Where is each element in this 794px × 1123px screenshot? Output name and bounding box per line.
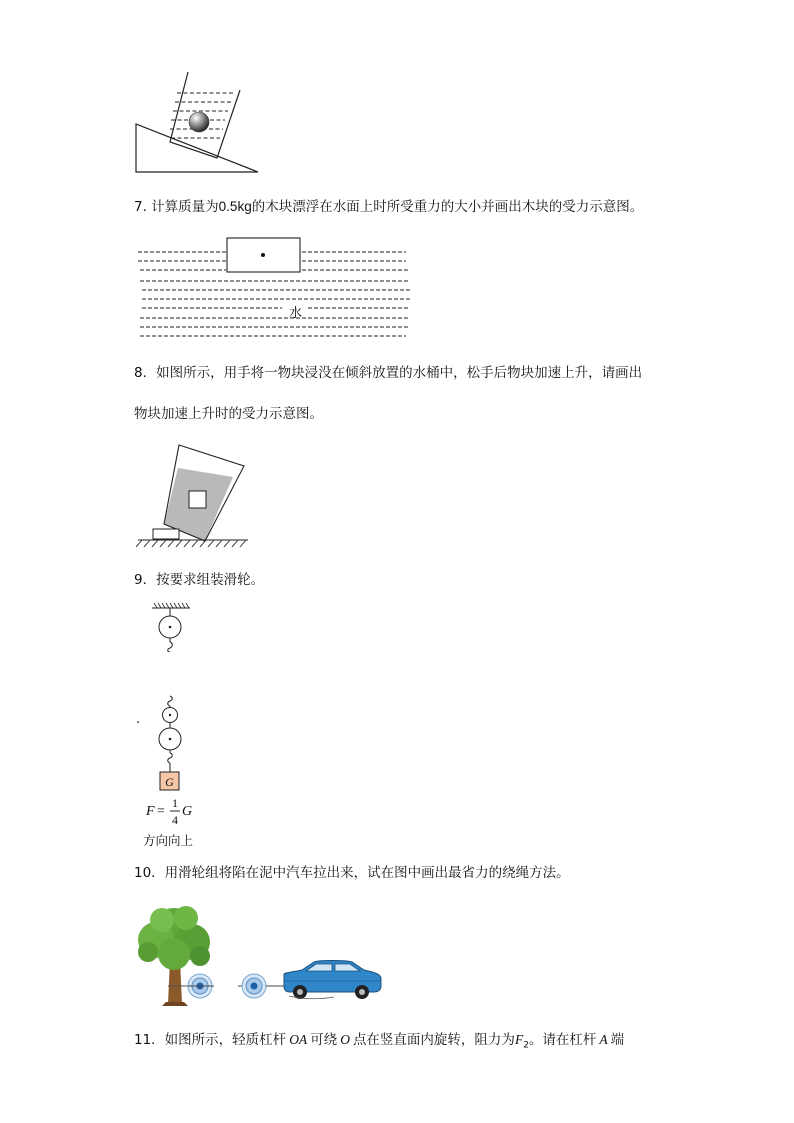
question-8-line2: 物块加速上升时的受力示意图。	[134, 406, 323, 422]
support-block	[153, 529, 179, 539]
direction-label: 方向向上	[143, 833, 194, 848]
question-10: 10．用滑轮组将陷在泥中汽车拉出来，试在图中画出最省力的绕绳方法。	[134, 865, 570, 881]
formula-numerator: 1	[172, 796, 178, 810]
top-hook	[168, 696, 173, 706]
q7-suffix: 的木块漂浮在水面上时所受重力的大小并画出木块的受力示意图。	[251, 199, 644, 215]
block-center-dot	[261, 253, 265, 257]
floating-block-figure	[134, 234, 416, 344]
tilted-bucket-figure	[134, 440, 254, 552]
q11-A: A	[599, 1032, 608, 1047]
q11-t5: 端	[610, 1032, 625, 1048]
question-9: 9．按要求组装滑轮。	[134, 572, 265, 588]
tree-canopy	[138, 906, 210, 970]
q11-O: O	[340, 1032, 350, 1047]
q9-dot: .	[136, 712, 141, 727]
ceiling-hatching	[154, 603, 189, 608]
formula-eq: =	[157, 804, 165, 819]
ground-hatching	[136, 540, 246, 547]
tree-pulley-car-figure	[134, 902, 386, 1008]
movable-pulley-figure	[150, 694, 194, 792]
q11-t3: 点在竖直面内旋转，阻力为	[352, 1032, 515, 1048]
formula-F: F	[146, 804, 155, 819]
pulley-fixed-tree	[188, 974, 214, 998]
car	[284, 961, 381, 1000]
q11-F: F	[514, 1032, 524, 1047]
question-8-line1: 8．如图所示，用手将一物块浸没在倾斜放置的水桶中，松手后物块加速上升，请画出	[134, 365, 643, 381]
force-formula	[145, 794, 205, 828]
weight-label: G	[165, 775, 174, 789]
q11-t4: 。请在杠杆	[528, 1032, 597, 1048]
question-11	[134, 1031, 624, 1055]
q11-OA: OA	[289, 1032, 308, 1047]
formula-denominator: 4	[172, 813, 178, 827]
pulley-movable-car	[238, 974, 286, 998]
submerged-block	[189, 491, 206, 508]
q11-t1: 11．如图所示，轻质杠杆	[134, 1032, 287, 1048]
fixed-pulley-figure	[148, 602, 194, 652]
formula-G: G	[182, 804, 193, 819]
water-label: 水	[289, 306, 303, 321]
pulley-hook	[168, 642, 173, 652]
incline-container-figure	[130, 68, 265, 176]
q7-prefix: 7. 计算质量为	[134, 199, 219, 215]
q11-t2: 可绕	[310, 1032, 338, 1048]
ball	[189, 112, 209, 132]
question-7	[134, 198, 643, 216]
q11-F-sub: 2	[523, 1040, 529, 1051]
bottom-hook	[168, 753, 173, 763]
q7-mass: 0.5kg	[218, 199, 252, 214]
